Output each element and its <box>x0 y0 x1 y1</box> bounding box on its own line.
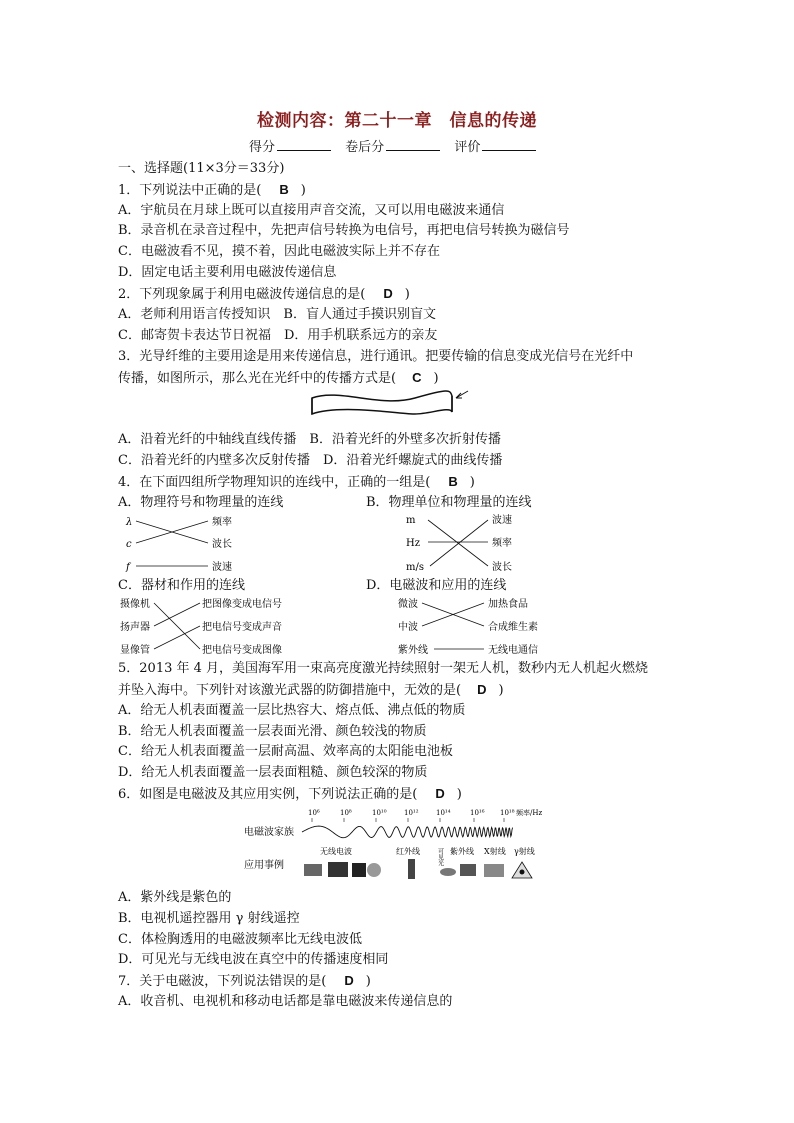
q1-option-c: C．电磁波看不见，摸不着，因此电磁波实际上并不存在 <box>118 244 440 259</box>
freq-unit: 频率/Hz <box>516 809 543 817</box>
q6-answer: D <box>435 786 445 801</box>
after-score-label: 卷后分 <box>345 140 385 155</box>
a-left-1: λ <box>126 517 133 528</box>
examples-label: 应用事例 <box>244 860 284 871</box>
c-right-3: 把电信号变成图像 <box>202 645 282 656</box>
q5-stem-line2: 并坠入海中。下列针对该激光武器的防御措施中，无效的是( D ) <box>118 682 504 698</box>
d-left-2: 中波 <box>398 622 418 633</box>
q6-option-d: D．可见光与无线电波在真空中的传播速度相同 <box>118 952 389 967</box>
sterilizer-icon <box>460 864 476 876</box>
evaluation-label: 评价 <box>454 140 481 155</box>
eye-icon <box>440 868 456 876</box>
c-right-2: 把电信号变成声音 <box>202 622 282 633</box>
a-left-2: c <box>126 539 132 550</box>
freq-tick: 10¹⁰ <box>372 809 387 817</box>
page-title: 检测内容：第二十一章 信息的传递 <box>257 111 537 131</box>
q4-option-d: D．电磁波和应用的连线 <box>366 578 507 593</box>
q1-stem: 1．下列说法中正确的是( B ) <box>118 182 306 198</box>
band-ultraviolet: 紫外线 <box>450 847 474 856</box>
q3-options-cd: C．沿着光纤的内壁多次反射传播 D．沿着光纤螺旋式的曲线传播 <box>118 453 503 468</box>
band-infrared: 红外线 <box>396 847 420 856</box>
d-right-1: 加热食品 <box>488 599 528 610</box>
q7-answer: D <box>344 973 354 988</box>
q2-options-cd: C．邮寄贺卡表达节日祝福 D．用手机联系远方的亲友 <box>118 328 438 343</box>
d-right-2: 合成维生素 <box>488 622 538 633</box>
tv-icon <box>328 862 348 877</box>
c-left-2: 扬声器 <box>120 622 150 633</box>
q2-options-ab: A．老师利用语言传授知识 B．盲人通过手摸识别盲文 <box>118 307 436 322</box>
after-score-blank[interactable] <box>386 138 440 151</box>
score-line <box>249 138 536 158</box>
a-right-1: 频率 <box>212 517 232 528</box>
c-right-1: 把图像变成电信号 <box>202 599 282 610</box>
q6-option-b: B．电视机遥控器用 γ 射线遥控 <box>118 911 300 926</box>
q5-option-a: A．给无人机表面覆盖一层比热容大、熔点低、沸点低的物质 <box>118 703 466 718</box>
band-radio: 无线电波 <box>320 847 352 856</box>
satellite-dish-icon <box>367 863 381 877</box>
q4-option-b: B．物理单位和物理量的连线 <box>366 495 532 510</box>
optical-fiber-figure <box>300 386 470 430</box>
remote-control-icon <box>408 859 415 879</box>
q6-option-c: C．体检胸透用的电磁波频率比无线电波低 <box>118 932 362 947</box>
c-left-1: 摄像机 <box>120 599 150 610</box>
b-right-3: 波长 <box>492 562 512 573</box>
em-family-label: 电磁波家族 <box>244 827 294 838</box>
q1-option-b: B．录音机在录音过程中，先把声信号转换为电信号，再把电信号转换为磁信号 <box>118 223 570 238</box>
q4-diagram-c <box>118 595 298 657</box>
microwave-icon <box>352 863 366 877</box>
freq-tick: 10¹² <box>404 809 419 817</box>
q4-stem: 4．在下面四组所学物理知识的连线中，正确的一组是( B ) <box>118 474 475 490</box>
score-blank[interactable] <box>277 138 331 151</box>
q5-option-b: B．给无人机表面覆盖一层表面光滑、颜色较浅的物质 <box>118 724 427 739</box>
frequency-ticks <box>308 808 542 817</box>
q4-diagram-d <box>396 595 556 657</box>
b-left-1: m <box>406 515 416 526</box>
q5-option-d: D．给无人机表面覆盖一层表面粗糙、颜色较深的物质 <box>118 765 428 780</box>
q4-diagram-a <box>124 512 254 574</box>
score-label: 得分 <box>249 140 276 155</box>
radio-icon <box>304 864 322 876</box>
q4-option-c: C．器材和作用的连线 <box>118 578 245 593</box>
freq-tick: 10¹⁴ <box>436 809 451 817</box>
band-xray: X射线 <box>484 847 506 856</box>
freq-tick: 10⁶ <box>308 809 320 817</box>
q1-answer: B <box>279 182 289 197</box>
q3-options-ab: A．沿着光纤的中轴线直线传播 B．沿着光纤的外壁多次折射传播 <box>118 432 501 447</box>
c-left-3: 显像管 <box>120 645 150 656</box>
freq-tick: 10¹⁸ <box>500 809 515 817</box>
d-left-3: 紫外线 <box>398 645 428 656</box>
em-spectrum-figure <box>244 806 554 888</box>
q7-option-a: A．收音机、电视机和移动电话都是靠电磁波来传递信息的 <box>118 994 453 1009</box>
b-left-2: Hz <box>406 538 420 549</box>
b-right-2: 频率 <box>492 538 512 549</box>
q5-answer: D <box>477 682 487 697</box>
q4-diagram-b <box>404 512 544 574</box>
q4-answer: B <box>448 474 458 489</box>
q5-stem-line1: 5．2013 年 4 月，美国海军用一束高亮度激光持续照射一架无人机，数秒内无人机起火燃烧 <box>118 661 649 676</box>
light-in-arrow <box>456 391 468 398</box>
q3-answer: C <box>412 370 422 385</box>
q2-answer: D <box>383 286 393 301</box>
xray-icon <box>484 864 504 877</box>
q5-option-c: C．给无人机表面覆盖一层耐高温、效率高的太阳能电池板 <box>118 744 453 759</box>
b-right-1: 波速 <box>492 515 512 526</box>
fiber-shape <box>312 391 452 414</box>
a-right-3: 波速 <box>212 562 232 573</box>
q7-stem: 7．关于电磁波，下列说法错误的是( D ) <box>118 973 371 989</box>
band-visible: 可见光 <box>436 848 444 866</box>
freq-tick: 10⁸ <box>340 809 352 817</box>
band-gamma: γ射线 <box>514 847 535 856</box>
q2-stem: 2．下列现象属于利用电磁波传递信息的是( D ) <box>118 286 410 302</box>
a-left-3: f <box>126 562 130 573</box>
a-right-2: 波长 <box>212 539 232 550</box>
section-heading: 一、选择题(11×3分＝33分) <box>118 161 285 176</box>
q4-option-a: A．物理符号和物理量的连线 <box>118 495 284 510</box>
q3-stem-line2: 传播，如图所示，那么光在光纤中的传播方式是( C ) <box>118 370 439 386</box>
d-right-3: 无线电通信 <box>488 645 538 656</box>
b-left-3: m/s <box>406 562 424 573</box>
q6-stem: 6．如图是电磁波及其应用实例，下列说法正确的是( D ) <box>118 786 462 802</box>
tick-marks <box>312 818 504 822</box>
q3-stem-line1: 3．光导纤维的主要用途是用来传递信息，进行通讯。把要传输的信息变成光信号在光纤中 <box>118 349 634 364</box>
example-icons <box>304 859 532 879</box>
band-labels <box>320 846 535 856</box>
d-left-1: 微波 <box>398 599 418 610</box>
freq-tick: 10¹⁶ <box>470 809 485 817</box>
evaluation-blank[interactable] <box>482 138 536 151</box>
q1-option-a: A．宇航员在月球上既可以直接用声音交流，又可以用电磁波来通信 <box>118 203 505 218</box>
q6-option-a: A．紫外线是紫色的 <box>118 890 232 905</box>
q1-option-d: D．固定电话主要利用电磁波传递信息 <box>118 265 337 280</box>
em-wave <box>302 826 513 838</box>
